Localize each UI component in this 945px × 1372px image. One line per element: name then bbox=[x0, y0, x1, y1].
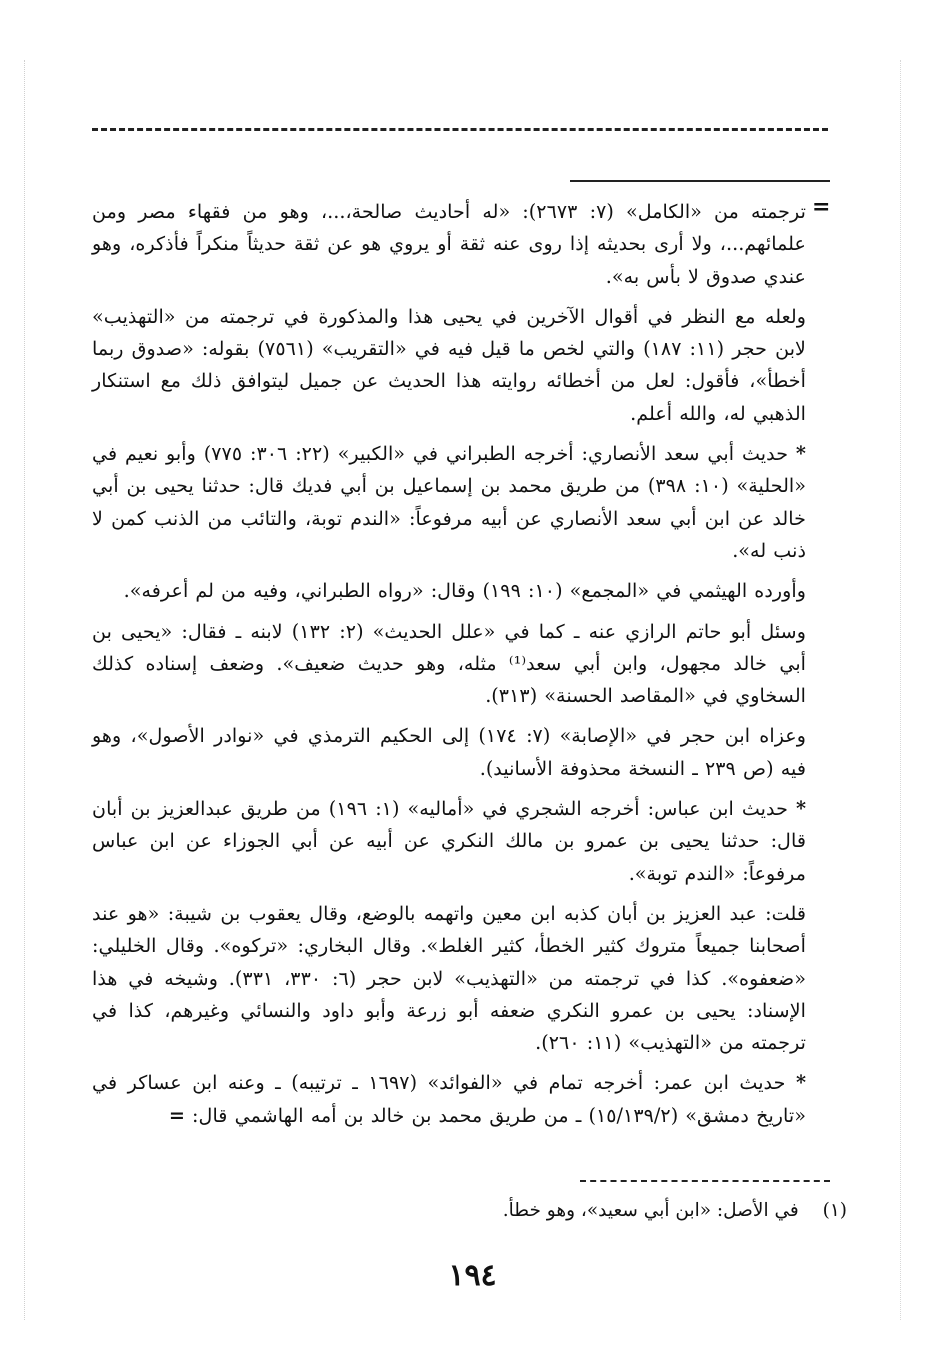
paragraph-7-text: حديث ابن عباس: أخرجه الشجري في «أماليه» (١: ١٩٦) من طريق عبدالعزيز بن أبان قال: حدثنا يحيى بن عمرو بن مالك النكري عن أبيه عن أبي الجوزاء عن ابن عباس مرفوعاً: «الندم توبة». bbox=[92, 797, 806, 885]
paragraph-3-text: حديث أبي سعد الأنصاري: أخرجه الطبراني في «الكبير» (٢٢: ٣٠٦: ٧٧٥) وأبو نعيم في «الحلية» (١٠: ٣٩٨) من طريق محمد بن إسماعيل بن أبي فديك قال: حدثنا يحيى بن أبي خالد عن ابن أبي سعد الأنصاري عن أبيه مرفوعاً: «الندم توبة، والتائب من الذنب كمن لا ذنب له». bbox=[92, 442, 806, 562]
footnote bbox=[147, 1196, 847, 1226]
footnote-separator bbox=[580, 1180, 830, 1182]
paragraph-5 bbox=[92, 616, 806, 713]
paragraph-4-text: وأورده الهيثمي في «المجمع» (١٠: ١٩٩) وقال: «رواه الطبراني، وفيه من لم أعرفه». bbox=[123, 579, 806, 603]
header-dashed-rule bbox=[92, 128, 828, 131]
footnote-continuation-rule bbox=[570, 180, 830, 182]
paragraph-2-text: ولعله مع النظر في أقوال الآخرين في يحيى هذا والمذكورة في ترجمته من «التهذيب» لابن حجر (١١: ١٨٧) والتي لخص ما قيل فيه في «التقريب» (٧٥٦١) بقوله: «صدوق ربما أخطأ»، فأقول: لعل من أخطائه روايته هذا الحديث عن جميل ليتوافق ذلك مع استنكار الذهبي له، والله أعلم. bbox=[92, 304, 806, 425]
paragraph-9 bbox=[92, 1067, 806, 1132]
bullet-star: * bbox=[795, 797, 806, 821]
paragraph-8-text: قلت: عبد العزيز بن أبان كذبه ابن معين واتهمه بالوضع، وقال يعقوب بن شيبة: «هو عند أصحابنا جميعاً متروك كثير الخطأ، كثير الغلط». وقال البخاري: «تركوه». وقال الخليلي: «ضعفوه». كذا في ترجمته من «التهذيب» لابن حجر (٦: ٣٣٠، ٣٣١). وشيخه في هذا الإسناد: يحيى بن عمرو النكري ضعفه أبو زرعة وأبو داود والنسائي وغيرهم، كذا في ترجمته من «التهذيب» (١١: ٢٦٠). bbox=[92, 901, 806, 1055]
paragraph-3 bbox=[92, 438, 806, 567]
footnote-text: في الأصل: «ابن أبي سعيد»، وهو خطأ. bbox=[502, 1200, 799, 1221]
footnote-number: (١) bbox=[822, 1200, 847, 1221]
bullet-star: * bbox=[795, 1071, 806, 1095]
page-number: ١٩٤ bbox=[448, 1258, 497, 1293]
main-text bbox=[92, 196, 806, 1140]
trailing-continuation-mark: = bbox=[168, 1103, 185, 1127]
paragraph-6-text: وعزاه ابن حجر في «الإصابة» (٧: ١٧٤) إلى الحكيم الترمذي في «نوادر الأصول»، وهو فيه (ص ٢٣٩ ـ النسخة محذوفة الأسانيد). bbox=[92, 724, 806, 780]
paragraph-5-text: وسئل أبو حاتم الرازي عنه ـ كما في «علل الحديث» (٢: ١٣٢) لابنه ـ فقال: «يحيى بن أبي خالد مجهول، وابن أبي سعد⁽¹⁾ مثله، وهو حديث ضعيف». وضعف إسناده كذلك السخاوي في «المقاصد الحسنة» (٣١٣). bbox=[92, 619, 806, 708]
paragraph-1 bbox=[92, 196, 806, 293]
scan-edge-right bbox=[900, 60, 901, 1320]
bullet-star: * bbox=[795, 442, 806, 466]
paragraph-6 bbox=[92, 720, 806, 785]
continuation-mark: = bbox=[812, 194, 831, 220]
scan-edge-left bbox=[24, 60, 25, 1320]
paragraph-8 bbox=[92, 898, 806, 1059]
paragraph-1-text: ترجمته من «الكامل» (٧: ٢٦٧٣): «له أحاديث صالحة،...، وهو من فقهاء مصر ومن علمائهم...، ولا أرى بحديثه إذا روى عنه ثقة أو يروي هو عن ثقة حديثاً منكراً فأذكره، وهو عندي صدوق لا بأس به». bbox=[92, 200, 806, 288]
paragraph-2 bbox=[92, 301, 806, 430]
paragraph-7 bbox=[92, 793, 806, 890]
paragraph-4 bbox=[92, 575, 806, 607]
paragraph-9-text: حديث ابن عمر: أخرجه تمام في «الفوائد» (١٦٩٧ ـ ترتيبه) ـ وعنه ابن عساكر في «تاريخ دمشق» (١٥/١٣٩/٢) ـ من طريق محمد بن خالد بن أمه الهاشمي قال: bbox=[92, 1071, 806, 1127]
